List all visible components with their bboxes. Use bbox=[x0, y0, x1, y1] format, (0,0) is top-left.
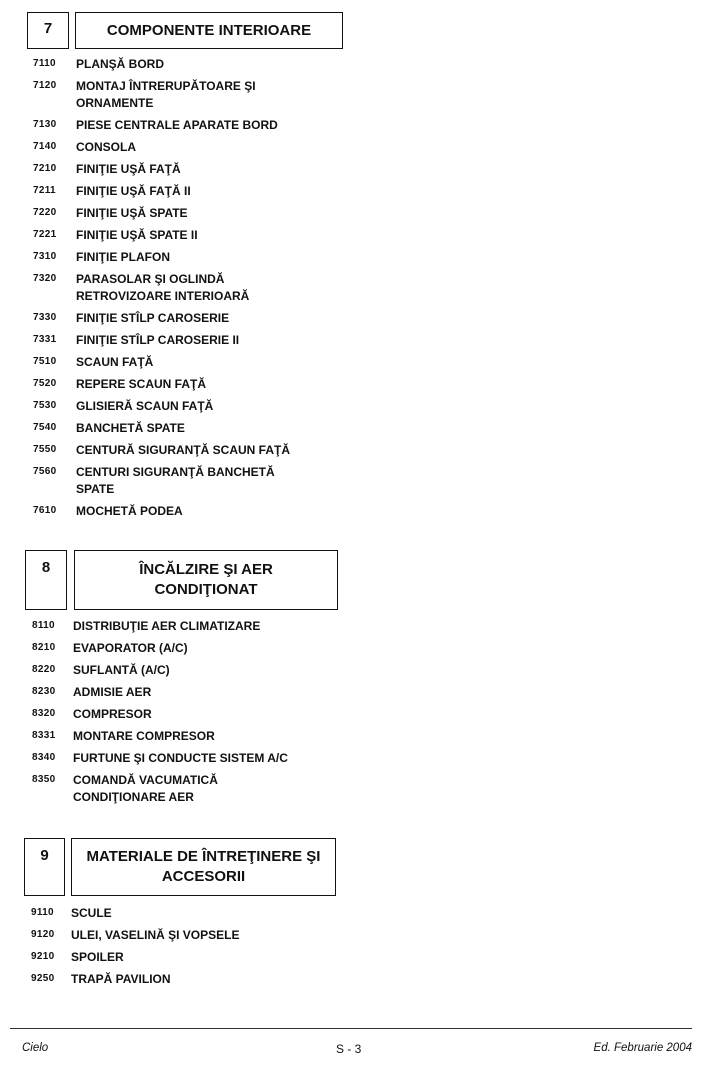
section-title: MATERIALE DE ÎNTREŢINERE ŞI ACCESORII bbox=[71, 838, 336, 896]
item-label: FINIŢIE UŞĂ FAŢĂ bbox=[76, 162, 181, 176]
item-label: PARASOLAR ŞI OGLINDĂ RETROVIZOARE INTERIOARĂ bbox=[76, 272, 250, 303]
list-item bbox=[0, 271, 702, 305]
item-label: MONTAJ ÎNTRERUPĂTOARE ŞI ORNAMENTE bbox=[76, 79, 256, 110]
item-code: 7310 bbox=[33, 251, 57, 262]
list-item bbox=[0, 949, 702, 966]
item-code: 8210 bbox=[32, 642, 56, 653]
item-label: DISTRIBUŢIE AER CLIMATIZARE bbox=[73, 619, 261, 633]
item-label: FINIŢIE STÎLP CAROSERIE bbox=[76, 311, 230, 325]
list-item bbox=[0, 205, 702, 222]
list-item bbox=[0, 161, 702, 178]
list-item bbox=[0, 618, 702, 635]
item-code: 7130 bbox=[33, 119, 57, 130]
item-label: CONSOLA bbox=[76, 140, 136, 154]
list-item bbox=[0, 249, 702, 266]
list-item bbox=[0, 56, 702, 73]
list-item bbox=[0, 420, 702, 437]
item-label: EVAPORATOR (A/C) bbox=[73, 641, 188, 655]
footer-page-number: S - 3 bbox=[336, 1042, 362, 1056]
item-code: 7560 bbox=[33, 466, 57, 477]
item-code: 9210 bbox=[31, 951, 55, 962]
page-footer bbox=[10, 1028, 692, 1059]
item-code: 7331 bbox=[33, 334, 57, 345]
section-title: ÎNCĂLZIRE ŞI AER CONDIŢIONAT bbox=[74, 550, 338, 610]
item-label: COMANDĂ VACUMATICĂ CONDIŢIONARE AER bbox=[73, 773, 218, 804]
item-label: CENTURI SIGURANŢĂ BANCHETĂ SPATE bbox=[76, 465, 275, 496]
item-code: 8110 bbox=[32, 620, 55, 631]
item-label: SPOILER bbox=[71, 950, 124, 964]
item-list bbox=[0, 618, 702, 811]
item-code: 7540 bbox=[33, 422, 57, 433]
item-code: 8350 bbox=[32, 774, 56, 785]
list-item bbox=[0, 750, 702, 767]
section-title: COMPONENTE INTERIOARE bbox=[75, 12, 343, 49]
list-item bbox=[0, 78, 702, 112]
list-item bbox=[0, 442, 702, 459]
item-label: MONTARE COMPRESOR bbox=[73, 729, 215, 743]
item-label: ADMISIE AER bbox=[73, 685, 152, 699]
list-item bbox=[0, 728, 702, 745]
item-label: BANCHETĂ SPATE bbox=[76, 421, 185, 435]
section-header bbox=[24, 838, 336, 896]
item-label: TRAPĂ PAVILION bbox=[71, 972, 171, 986]
footer-model: Cielo bbox=[22, 1042, 49, 1054]
item-list bbox=[0, 56, 702, 525]
item-code: 7320 bbox=[33, 273, 57, 284]
list-item bbox=[0, 464, 702, 498]
item-code: 7140 bbox=[33, 141, 57, 152]
item-code: 8331 bbox=[32, 730, 56, 741]
list-item bbox=[0, 183, 702, 200]
list-item bbox=[0, 503, 702, 520]
list-item bbox=[0, 310, 702, 327]
list-item bbox=[0, 706, 702, 723]
item-code: 8320 bbox=[32, 708, 56, 719]
list-item bbox=[0, 905, 702, 922]
section-header bbox=[27, 12, 343, 49]
item-label: PLANŞĂ BORD bbox=[76, 57, 165, 71]
item-code: 7211 bbox=[33, 185, 56, 196]
item-code: 7520 bbox=[33, 378, 57, 389]
item-label: SCAUN FAŢĂ bbox=[76, 355, 154, 369]
item-label: REPERE SCAUN FAŢĂ bbox=[76, 377, 207, 391]
item-code: 7530 bbox=[33, 400, 57, 411]
list-item bbox=[0, 772, 702, 806]
item-label: FINIŢIE STÎLP CAROSERIE II bbox=[76, 333, 240, 347]
item-label: SCULE bbox=[71, 906, 112, 920]
item-code: 8230 bbox=[32, 686, 56, 697]
item-code: 7220 bbox=[33, 207, 57, 218]
item-code: 7330 bbox=[33, 312, 57, 323]
item-label: FINIŢIE UŞĂ SPATE II bbox=[76, 228, 198, 242]
list-item bbox=[0, 662, 702, 679]
footer-edition: Ed. Februarie 2004 bbox=[593, 1042, 692, 1054]
item-label: FINIŢIE UŞĂ FAŢĂ II bbox=[76, 184, 191, 198]
list-item bbox=[0, 640, 702, 657]
item-code: 8220 bbox=[32, 664, 56, 675]
item-label: FURTUNE ŞI CONDUCTE SISTEM A/C bbox=[73, 751, 288, 765]
item-label: PIESE CENTRALE APARATE BORD bbox=[76, 118, 278, 132]
list-item bbox=[0, 376, 702, 393]
list-item bbox=[0, 139, 702, 156]
list-item bbox=[0, 332, 702, 349]
item-label: ULEI, VASELINĂ ŞI VOPSELE bbox=[71, 928, 240, 942]
section-number: 9 bbox=[24, 838, 65, 896]
item-code: 7550 bbox=[33, 444, 57, 455]
item-label: GLISIERĂ SCAUN FAŢĂ bbox=[76, 399, 214, 413]
section-header bbox=[25, 550, 338, 610]
section-number: 8 bbox=[25, 550, 67, 610]
item-code: 7510 bbox=[33, 356, 57, 367]
item-list bbox=[0, 905, 702, 993]
list-item bbox=[0, 398, 702, 415]
item-label: SUFLANTĂ (A/C) bbox=[73, 663, 170, 677]
item-code: 8340 bbox=[32, 752, 56, 763]
item-code: 7110 bbox=[33, 58, 56, 69]
item-label: MOCHETĂ PODEA bbox=[76, 504, 183, 518]
item-label: CENTURĂ SIGURANŢĂ SCAUN FAŢĂ bbox=[76, 443, 290, 457]
list-item bbox=[0, 117, 702, 134]
item-code: 7221 bbox=[33, 229, 57, 240]
list-item bbox=[0, 971, 702, 988]
list-item bbox=[0, 684, 702, 701]
section-number: 7 bbox=[27, 12, 69, 49]
item-label: COMPRESOR bbox=[73, 707, 152, 721]
item-label: FINIŢIE UŞĂ SPATE bbox=[76, 206, 188, 220]
item-code: 9110 bbox=[31, 907, 54, 918]
list-item bbox=[0, 354, 702, 371]
item-code: 9120 bbox=[31, 929, 55, 940]
item-code: 7210 bbox=[33, 163, 57, 174]
list-item bbox=[0, 227, 702, 244]
item-label: FINIŢIE PLAFON bbox=[76, 250, 170, 264]
list-item bbox=[0, 927, 702, 944]
item-code: 7120 bbox=[33, 80, 57, 91]
item-code: 9250 bbox=[31, 973, 55, 984]
item-code: 7610 bbox=[33, 505, 57, 516]
